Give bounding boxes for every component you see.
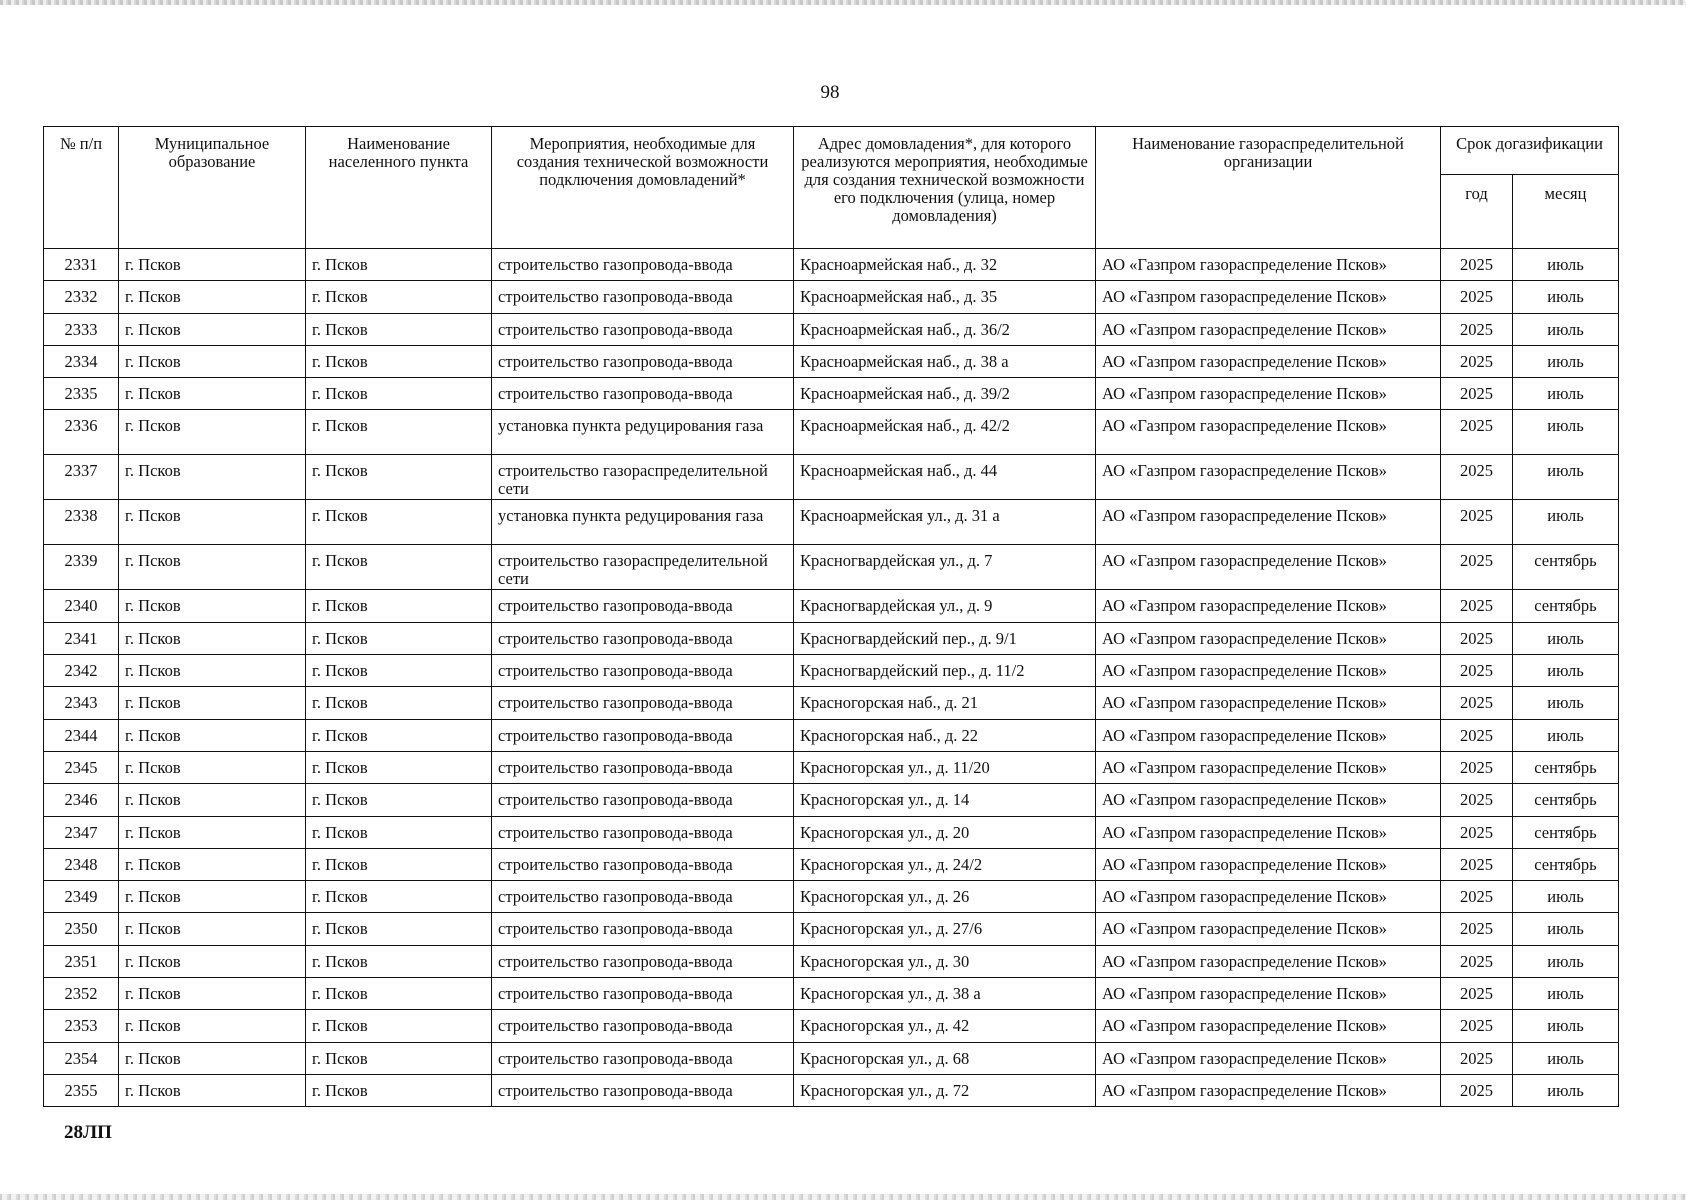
cell-year: 2025 [1441, 816, 1513, 848]
gasification-table [43, 126, 1619, 1107]
cell-address: Красногвардейский пер., д. 11/2 [794, 655, 1096, 687]
cell-measure: строительство газопровода-ввода [492, 719, 794, 751]
cell-municipality: г. Псков [119, 719, 306, 751]
cell-settlement: г. Псков [306, 881, 492, 913]
row-number: 2351 [44, 945, 119, 977]
row-number: 2332 [44, 281, 119, 313]
cell-municipality: г. Псков [119, 913, 306, 945]
cell-year: 2025 [1441, 751, 1513, 783]
cell-municipality: г. Псков [119, 1074, 306, 1106]
cell-settlement: г. Псков [306, 590, 492, 622]
cell-organization: АО «Газпром газораспределение Псков» [1096, 655, 1441, 687]
cell-organization: АО «Газпром газораспределение Псков» [1096, 410, 1441, 455]
table-row [44, 313, 1619, 345]
row-number: 2336 [44, 410, 119, 455]
cell-measure: строительство газопровода-ввода [492, 378, 794, 410]
table-row [44, 345, 1619, 377]
cell-municipality: г. Псков [119, 590, 306, 622]
row-number: 2341 [44, 622, 119, 654]
cell-organization: АО «Газпром газораспределение Псков» [1096, 687, 1441, 719]
cell-year: 2025 [1441, 313, 1513, 345]
cell-measure: строительство газораспределительной сети [492, 545, 794, 590]
cell-municipality: г. Псков [119, 881, 306, 913]
cell-settlement: г. Псков [306, 848, 492, 880]
cell-measure: строительство газопровода-ввода [492, 1074, 794, 1106]
cell-address: Красногорская ул., д. 11/20 [794, 751, 1096, 783]
cell-measure: строительство газопровода-ввода [492, 281, 794, 313]
cell-organization: АО «Газпром газораспределение Псков» [1096, 455, 1441, 500]
cell-address: Красногорская ул., д. 72 [794, 1074, 1096, 1106]
cell-address: Красноармейская наб., д. 38 а [794, 345, 1096, 377]
cell-address: Красногвардейская ул., д. 7 [794, 545, 1096, 590]
row-number: 2347 [44, 816, 119, 848]
cell-settlement: г. Псков [306, 1074, 492, 1106]
table-row [44, 500, 1619, 545]
cell-settlement: г. Псков [306, 751, 492, 783]
table-header [44, 127, 1619, 249]
cell-organization: АО «Газпром газораспределение Псков» [1096, 590, 1441, 622]
table-row [44, 945, 1619, 977]
cell-settlement: г. Псков [306, 622, 492, 654]
header-year: год [1441, 175, 1513, 249]
cell-measure: строительство газопровода-ввода [492, 345, 794, 377]
cell-municipality: г. Псков [119, 378, 306, 410]
row-number: 2335 [44, 378, 119, 410]
cell-organization: АО «Газпром газораспределение Псков» [1096, 378, 1441, 410]
cell-address: Красногорская ул., д. 20 [794, 816, 1096, 848]
cell-settlement: г. Псков [306, 784, 492, 816]
cell-address: Красногорская ул., д. 24/2 [794, 848, 1096, 880]
cell-year: 2025 [1441, 913, 1513, 945]
cell-municipality: г. Псков [119, 978, 306, 1010]
cell-organization: АО «Газпром газораспределение Псков» [1096, 281, 1441, 313]
cell-address: Красноармейская наб., д. 32 [794, 249, 1096, 281]
table-row [44, 687, 1619, 719]
row-number: 2331 [44, 249, 119, 281]
cell-address: Красногорская ул., д. 68 [794, 1042, 1096, 1074]
row-number: 2343 [44, 687, 119, 719]
table-row [44, 881, 1619, 913]
cell-month: сентябрь [1513, 848, 1619, 880]
table-body [44, 249, 1619, 1107]
row-number: 2346 [44, 784, 119, 816]
cell-settlement: г. Псков [306, 913, 492, 945]
cell-settlement: г. Псков [306, 978, 492, 1010]
cell-settlement: г. Псков [306, 545, 492, 590]
cell-address: Красногорская ул., д. 42 [794, 1010, 1096, 1042]
cell-year: 2025 [1441, 455, 1513, 500]
cell-month: июль [1513, 913, 1619, 945]
cell-organization: АО «Газпром газораспределение Псков» [1096, 1074, 1441, 1106]
cell-municipality: г. Псков [119, 313, 306, 345]
cell-organization: АО «Газпром газораспределение Псков» [1096, 945, 1441, 977]
cell-settlement: г. Псков [306, 249, 492, 281]
cell-address: Красногорская ул., д. 38 а [794, 978, 1096, 1010]
cell-year: 2025 [1441, 945, 1513, 977]
cell-month: сентябрь [1513, 545, 1619, 590]
cell-month: июль [1513, 455, 1619, 500]
table-row [44, 719, 1619, 751]
table-row [44, 784, 1619, 816]
cell-month: июль [1513, 378, 1619, 410]
cell-month: сентябрь [1513, 816, 1619, 848]
cell-measure: строительство газопровода-ввода [492, 249, 794, 281]
cell-municipality: г. Псков [119, 345, 306, 377]
cell-organization: АО «Газпром газораспределение Псков» [1096, 913, 1441, 945]
header-organization: Наименование газораспределительной организации [1096, 127, 1441, 249]
cell-address: Красногвардейский пер., д. 9/1 [794, 622, 1096, 654]
cell-year: 2025 [1441, 1074, 1513, 1106]
cell-measure: установка пункта редуцирования газа [492, 410, 794, 455]
scan-edge-top [0, 0, 1686, 5]
cell-address: Красноармейская наб., д. 36/2 [794, 313, 1096, 345]
table-row [44, 545, 1619, 590]
table-row [44, 1042, 1619, 1074]
cell-month: июль [1513, 945, 1619, 977]
cell-month: июль [1513, 281, 1619, 313]
cell-address: Красноармейская наб., д. 44 [794, 455, 1096, 500]
row-number: 2344 [44, 719, 119, 751]
cell-measure: строительство газопровода-ввода [492, 784, 794, 816]
cell-municipality: г. Псков [119, 1010, 306, 1042]
cell-municipality: г. Псков [119, 784, 306, 816]
cell-month: июль [1513, 249, 1619, 281]
cell-organization: АО «Газпром газораспределение Псков» [1096, 500, 1441, 545]
cell-month: июль [1513, 881, 1619, 913]
cell-year: 2025 [1441, 1010, 1513, 1042]
cell-organization: АО «Газпром газораспределение Псков» [1096, 313, 1441, 345]
cell-address: Красногорская наб., д. 22 [794, 719, 1096, 751]
cell-settlement: г. Псков [306, 313, 492, 345]
table-row [44, 1074, 1619, 1106]
row-number: 2338 [44, 500, 119, 545]
cell-organization: АО «Газпром газораспределение Псков» [1096, 751, 1441, 783]
cell-year: 2025 [1441, 345, 1513, 377]
cell-measure: строительство газопровода-ввода [492, 978, 794, 1010]
cell-month: июль [1513, 719, 1619, 751]
row-number: 2339 [44, 545, 119, 590]
cell-address: Красногорская ул., д. 14 [794, 784, 1096, 816]
cell-measure: строительство газопровода-ввода [492, 913, 794, 945]
table-row [44, 281, 1619, 313]
cell-measure: строительство газопровода-ввода [492, 816, 794, 848]
footer-code: 28ЛП [64, 1122, 112, 1143]
cell-organization: АО «Газпром газораспределение Псков» [1096, 784, 1441, 816]
cell-settlement: г. Псков [306, 1042, 492, 1074]
row-number: 2353 [44, 1010, 119, 1042]
cell-year: 2025 [1441, 500, 1513, 545]
cell-month: сентябрь [1513, 751, 1619, 783]
cell-measure: установка пункта редуцирования газа [492, 500, 794, 545]
cell-month: июль [1513, 622, 1619, 654]
cell-settlement: г. Псков [306, 410, 492, 455]
cell-measure: строительство газопровода-ввода [492, 687, 794, 719]
cell-municipality: г. Псков [119, 1042, 306, 1074]
cell-settlement: г. Псков [306, 1010, 492, 1042]
cell-month: июль [1513, 1010, 1619, 1042]
cell-settlement: г. Псков [306, 281, 492, 313]
header-deadline: Срок догазификации [1441, 127, 1619, 175]
row-number: 2340 [44, 590, 119, 622]
cell-organization: АО «Газпром газораспределение Псков» [1096, 978, 1441, 1010]
cell-organization: АО «Газпром газораспределение Псков» [1096, 881, 1441, 913]
row-number: 2333 [44, 313, 119, 345]
table-row [44, 978, 1619, 1010]
cell-month: июль [1513, 978, 1619, 1010]
cell-organization: АО «Газпром газораспределение Псков» [1096, 1042, 1441, 1074]
cell-settlement: г. Псков [306, 378, 492, 410]
row-number: 2352 [44, 978, 119, 1010]
cell-measure: строительство газораспределительной сети [492, 455, 794, 500]
cell-municipality: г. Псков [119, 751, 306, 783]
cell-year: 2025 [1441, 545, 1513, 590]
table-row [44, 410, 1619, 455]
cell-year: 2025 [1441, 655, 1513, 687]
cell-settlement: г. Псков [306, 687, 492, 719]
header-address: Адрес домовладения*, для которого реализуются мероприятия, необходимые для создания технической возможности его подключения (улица, номер домовладения) [794, 127, 1096, 249]
cell-municipality: г. Псков [119, 249, 306, 281]
cell-measure: строительство газопровода-ввода [492, 945, 794, 977]
cell-municipality: г. Псков [119, 848, 306, 880]
header-month: месяц [1513, 175, 1619, 249]
cell-measure: строительство газопровода-ввода [492, 313, 794, 345]
cell-settlement: г. Псков [306, 500, 492, 545]
cell-organization: АО «Газпром газораспределение Псков» [1096, 816, 1441, 848]
cell-month: сентябрь [1513, 590, 1619, 622]
cell-settlement: г. Псков [306, 345, 492, 377]
cell-municipality: г. Псков [119, 622, 306, 654]
cell-organization: АО «Газпром газораспределение Псков» [1096, 719, 1441, 751]
cell-address: Красноармейская наб., д. 42/2 [794, 410, 1096, 455]
row-number: 2350 [44, 913, 119, 945]
cell-month: сентябрь [1513, 784, 1619, 816]
cell-year: 2025 [1441, 622, 1513, 654]
cell-month: июль [1513, 1074, 1619, 1106]
cell-address: Красногорская ул., д. 26 [794, 881, 1096, 913]
row-number: 2348 [44, 848, 119, 880]
cell-address: Красногвардейская ул., д. 9 [794, 590, 1096, 622]
row-number: 2334 [44, 345, 119, 377]
cell-year: 2025 [1441, 881, 1513, 913]
row-number: 2342 [44, 655, 119, 687]
cell-month: июль [1513, 655, 1619, 687]
table-row [44, 913, 1619, 945]
row-number: 2349 [44, 881, 119, 913]
page-number: 98 [820, 82, 840, 103]
cell-address: Красноармейская наб., д. 35 [794, 281, 1096, 313]
header-municipality: Муниципальное образование [119, 127, 306, 249]
row-number: 2345 [44, 751, 119, 783]
row-number: 2355 [44, 1074, 119, 1106]
cell-year: 2025 [1441, 410, 1513, 455]
cell-measure: строительство газопровода-ввода [492, 751, 794, 783]
cell-measure: строительство газопровода-ввода [492, 1010, 794, 1042]
header-measures: Мероприятия, необходимые для создания технической возможности подключения домовладений* [492, 127, 794, 249]
cell-municipality: г. Псков [119, 945, 306, 977]
cell-municipality: г. Псков [119, 410, 306, 455]
table-row [44, 751, 1619, 783]
table-row [44, 378, 1619, 410]
cell-month: июль [1513, 500, 1619, 545]
cell-address: Красногорская наб., д. 21 [794, 687, 1096, 719]
cell-organization: АО «Газпром газораспределение Псков» [1096, 622, 1441, 654]
table-row [44, 622, 1619, 654]
cell-settlement: г. Псков [306, 816, 492, 848]
cell-municipality: г. Псков [119, 545, 306, 590]
cell-organization: АО «Газпром газораспределение Псков» [1096, 249, 1441, 281]
scan-edge-bottom [0, 1194, 1686, 1200]
table-row [44, 1010, 1619, 1042]
cell-organization: АО «Газпром газораспределение Псков» [1096, 545, 1441, 590]
cell-year: 2025 [1441, 978, 1513, 1010]
cell-municipality: г. Псков [119, 281, 306, 313]
cell-address: Красноармейская ул., д. 31 а [794, 500, 1096, 545]
cell-municipality: г. Псков [119, 655, 306, 687]
cell-organization: АО «Газпром газораспределение Псков» [1096, 345, 1441, 377]
cell-year: 2025 [1441, 719, 1513, 751]
cell-year: 2025 [1441, 848, 1513, 880]
table-row [44, 816, 1619, 848]
cell-month: июль [1513, 345, 1619, 377]
cell-year: 2025 [1441, 378, 1513, 410]
cell-measure: строительство газопровода-ввода [492, 590, 794, 622]
row-number: 2354 [44, 1042, 119, 1074]
table-row [44, 590, 1619, 622]
cell-settlement: г. Псков [306, 455, 492, 500]
cell-year: 2025 [1441, 687, 1513, 719]
cell-month: июль [1513, 687, 1619, 719]
cell-month: июль [1513, 1042, 1619, 1074]
cell-settlement: г. Псков [306, 945, 492, 977]
cell-organization: АО «Газпром газораспределение Псков» [1096, 1010, 1441, 1042]
cell-municipality: г. Псков [119, 687, 306, 719]
table-row [44, 249, 1619, 281]
table-row [44, 655, 1619, 687]
header-settlement: Наименование населенного пункта [306, 127, 492, 249]
cell-municipality: г. Псков [119, 500, 306, 545]
table-row [44, 848, 1619, 880]
cell-organization: АО «Газпром газораспределение Псков» [1096, 848, 1441, 880]
cell-year: 2025 [1441, 281, 1513, 313]
cell-settlement: г. Псков [306, 655, 492, 687]
cell-year: 2025 [1441, 249, 1513, 281]
cell-municipality: г. Псков [119, 455, 306, 500]
cell-settlement: г. Псков [306, 719, 492, 751]
cell-municipality: г. Псков [119, 816, 306, 848]
cell-measure: строительство газопровода-ввода [492, 848, 794, 880]
cell-month: июль [1513, 313, 1619, 345]
cell-measure: строительство газопровода-ввода [492, 655, 794, 687]
cell-address: Красногорская ул., д. 30 [794, 945, 1096, 977]
cell-year: 2025 [1441, 784, 1513, 816]
table-row [44, 455, 1619, 500]
cell-measure: строительство газопровода-ввода [492, 881, 794, 913]
cell-measure: строительство газопровода-ввода [492, 622, 794, 654]
cell-address: Красногорская ул., д. 27/6 [794, 913, 1096, 945]
cell-measure: строительство газопровода-ввода [492, 1042, 794, 1074]
cell-year: 2025 [1441, 590, 1513, 622]
header-num: № п/п [44, 127, 119, 249]
cell-month: июль [1513, 410, 1619, 455]
row-number: 2337 [44, 455, 119, 500]
cell-address: Красноармейская наб., д. 39/2 [794, 378, 1096, 410]
cell-year: 2025 [1441, 1042, 1513, 1074]
